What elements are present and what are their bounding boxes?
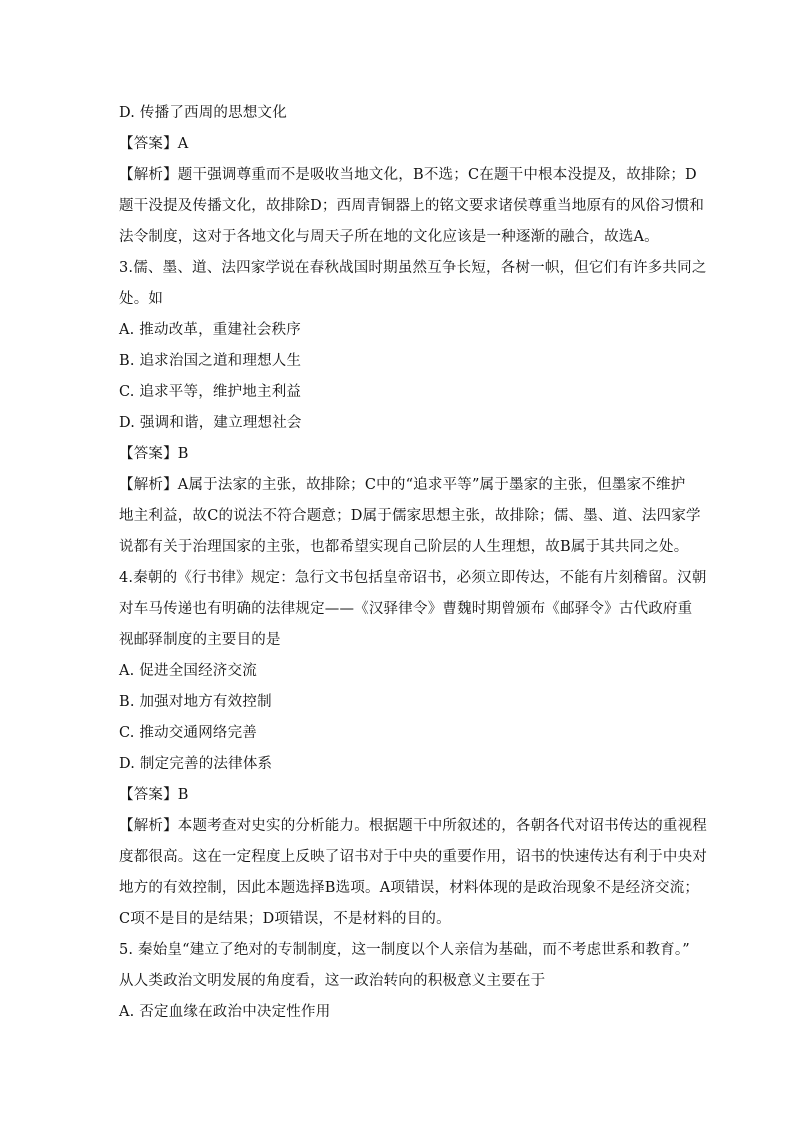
analysis-q4-line4: C项不是目的是结果；D项错误，不是材料的目的。 [119, 911, 451, 927]
option-b-q3: B. 追求治国之道和理想人生 [119, 353, 302, 369]
option-d-q3: D. 强调和谐，建立理想社会 [119, 415, 302, 431]
answer-q4: 【答案】B [119, 787, 189, 803]
question-5-line2: 从人类政治文明发展的角度看，这一政治转向的积极意义主要在于 [119, 973, 546, 989]
analysis-q3-line3: 说都有关于治理国家的主张，也都希望实现自己阶层的人生理想，故B属于其共同之处。 [119, 539, 689, 555]
option-c-q3: C. 追求平等，维护地主利益 [119, 384, 302, 400]
option-d-q4: D. 制定完善的法律体系 [119, 756, 273, 772]
analysis-q4-line2: 度都很高。这在一定程度上反映了诏书对于中央的重要作用，诏书的快速传达有利于中央对 [119, 849, 707, 865]
analysis-q3-line1: 【解析】A属于法家的主张，故排除；C中的“追求平等”属于墨家的主张，但墨家不维护 [119, 477, 686, 493]
option-c-q4: C. 推动交通网络完善 [119, 725, 257, 741]
analysis-q3-line2: 地主利益，故C的说法不符合题意；D属于儒家思想主张，故排除；儒、墨、道、法四家学 [119, 508, 701, 524]
question-4-line3: 视邮驿制度的主要目的是 [119, 632, 281, 648]
option-a-q5: A. 否定血缘在政治中决定性作用 [119, 1004, 331, 1020]
option-d-q2: D. 传播了西周的思想文化 [119, 105, 287, 121]
analysis-q2-line3: 法令制度，这对于各地文化与周天子所在地的文化应该是一种逐渐的融合，故选A。 [119, 229, 659, 245]
analysis-q2-line1: 【解析】题干强调尊重而不是吸收当地文化，B不选；C在题干中根本没提及，故排除；D [119, 167, 697, 183]
answer-q3: 【答案】B [119, 446, 189, 462]
option-a-q4: A. 促进全国经济交流 [119, 663, 257, 679]
option-b-q4: B. 加强对地方有效控制 [119, 694, 272, 710]
option-a-q3: A. 推动改革，重建社会秩序 [119, 322, 301, 338]
question-4-line1: 4.秦朝的《行书律》规定：急行文书包括皇帝诏书，必须立即传达，不能有片刻稽留。汉朝 [119, 570, 707, 586]
question-3-line1: 3.儒、墨、道、法四家学说在春秋战国时期虽然互争长短，各树一帜，但它们有许多共同之 [119, 260, 707, 276]
answer-q2: 【答案】A [119, 136, 189, 152]
question-4-line2: 对车马传递也有明确的法律规定——《汉驿律令》曹魏时期曾颁布《邮驿令》古代政府重 [119, 601, 693, 617]
analysis-q2-line2: 题干没提及传播文化，故排除D；西周青铜器上的铭文要求诸侯尊重当地原有的风俗习惯和 [119, 198, 705, 214]
analysis-q4-line3: 地方的有效控制，因此本题选择B选项。A项错误，材料体现的是政治现象不是经济交流； [119, 880, 700, 896]
question-3-line2: 处。如 [119, 291, 164, 307]
analysis-q4-line1: 【解析】本题考查对史实的分析能力。根据题干中所叙述的，各朝各代对诏书传达的重视程 [119, 818, 707, 834]
question-5-line1: 5. 秦始皇“建立了绝对的专制制度，这一制度以个人亲信为基础，而不考虑世系和教育。” [119, 942, 690, 958]
